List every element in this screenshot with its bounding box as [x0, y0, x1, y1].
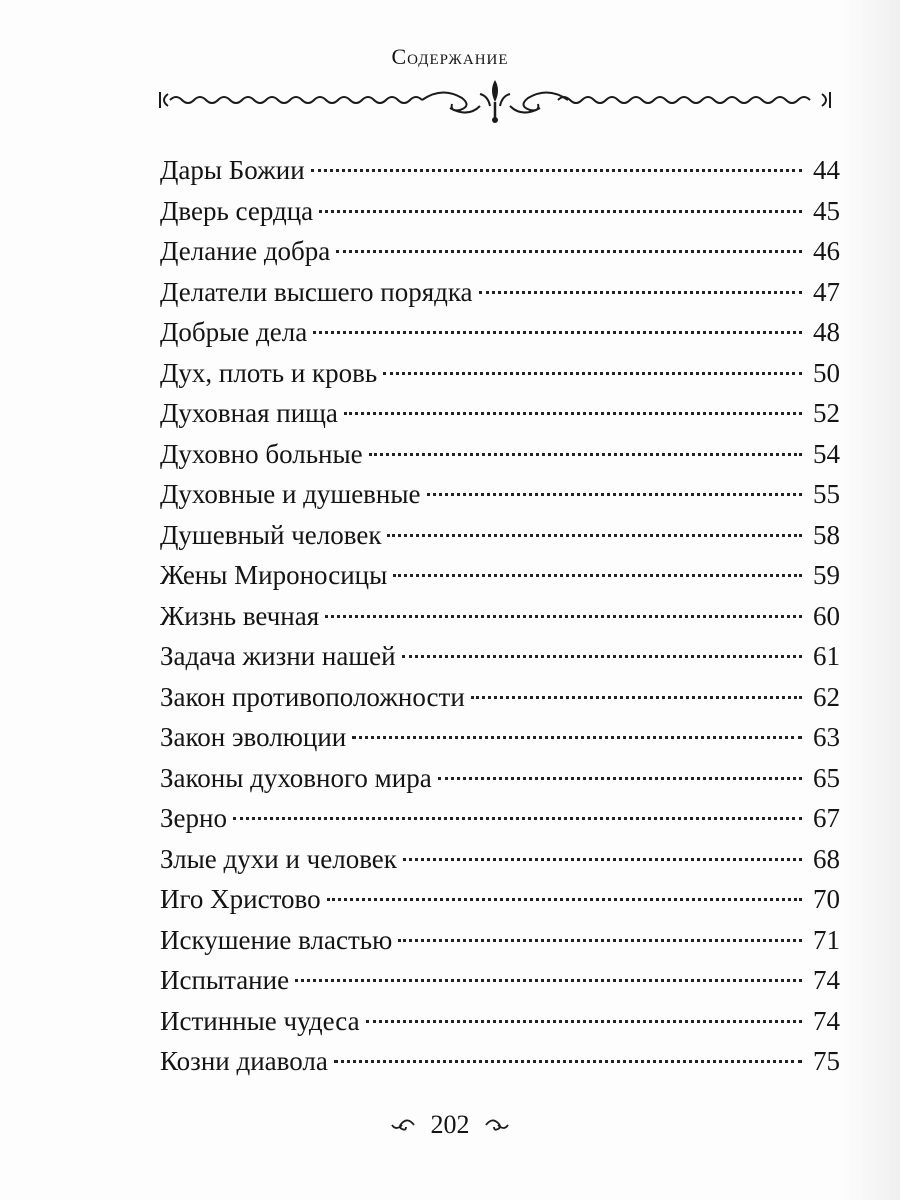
- toc-entry-page: 68: [813, 843, 840, 874]
- toc-entry-page: 67: [813, 803, 840, 833]
- dot-leader: [325, 615, 802, 618]
- dot-leader: [398, 939, 802, 942]
- toc-entry: [160, 1041, 840, 1082]
- toc-entry-page: 48: [813, 317, 840, 347]
- toc-entry: [160, 555, 840, 596]
- toc-entry-page: 60: [813, 600, 840, 631]
- toc-entry-title: Духовные и душевные: [160, 479, 421, 509]
- table-of-contents: [160, 150, 840, 1082]
- toc-entry: [160, 636, 840, 677]
- toc-entry-page: 47: [813, 276, 840, 307]
- dot-leader: [334, 1060, 802, 1063]
- toc-entry: [160, 434, 840, 475]
- toc-entry: [160, 839, 840, 880]
- toc-entry-page: 75: [813, 1046, 840, 1076]
- toc-entry-page: 54: [813, 438, 840, 469]
- dot-leader: [479, 291, 802, 294]
- dot-leader: [402, 655, 802, 658]
- toc-entry: [160, 677, 840, 718]
- toc-entry-title: Задача жизни нашей: [160, 641, 396, 671]
- toc-entry: [160, 312, 840, 353]
- toc-entry-title: Закон противоположности: [160, 681, 465, 712]
- toc-entry-title: Искушение властью: [160, 924, 393, 955]
- toc-entry-title: Добрые дела: [160, 317, 308, 347]
- page-number: 202: [430, 1110, 470, 1140]
- toc-entry-page: 45: [813, 195, 840, 226]
- toc-entry-page: 50: [813, 357, 840, 388]
- toc-entry-page: 71: [813, 924, 840, 955]
- toc-entry-title: Дух, плоть и кровь: [160, 357, 378, 388]
- dot-leader: [233, 817, 802, 820]
- dot-leader: [352, 736, 802, 739]
- toc-entry: [160, 1001, 840, 1042]
- toc-entry-page: 65: [813, 762, 840, 793]
- toc-entry: [160, 879, 840, 920]
- dot-leader: [471, 696, 802, 699]
- left-flourish-icon: [390, 1116, 416, 1134]
- toc-entry: [160, 920, 840, 961]
- toc-entry-page: 46: [813, 236, 840, 266]
- page-footer: [0, 1108, 900, 1140]
- toc-entry: [160, 191, 840, 232]
- dot-leader: [393, 574, 802, 577]
- toc-entry-title: Истинные чудеса: [160, 1005, 360, 1036]
- toc-entry: [160, 960, 840, 1001]
- toc-entry: [160, 353, 840, 394]
- toc-entry-page: 44: [813, 155, 840, 185]
- toc-entry-page: 62: [813, 681, 840, 712]
- toc-entry: [160, 515, 840, 556]
- ornamental-divider-icon: [150, 76, 840, 126]
- dot-leader: [327, 898, 802, 901]
- toc-entry-page: 74: [813, 1005, 840, 1036]
- toc-entry-page: 55: [813, 479, 840, 509]
- toc-entry-title: Душевный человек: [160, 519, 382, 550]
- toc-entry-title: Делатели высшего порядка: [160, 276, 473, 307]
- dot-leader: [427, 493, 803, 496]
- toc-entry-title: Законы духовного мира: [160, 762, 432, 793]
- dot-leader: [403, 858, 802, 861]
- toc-entry: [160, 393, 840, 434]
- toc-entry-title: Делание добра: [160, 236, 331, 266]
- toc-entry-page: 61: [813, 641, 840, 671]
- toc-entry: [160, 596, 840, 637]
- dot-leader: [336, 250, 802, 253]
- dot-leader: [313, 331, 802, 334]
- toc-entry-title: Жизнь вечная: [160, 600, 320, 631]
- right-flourish-icon: [484, 1116, 510, 1134]
- toc-entry-title: Духовно больные: [160, 438, 363, 469]
- toc-entry: [160, 798, 840, 839]
- toc-entry-title: Дары Божии: [160, 155, 305, 185]
- toc-entry-title: Зерно: [160, 803, 227, 833]
- toc-entry-title: Духовная пища: [160, 398, 338, 428]
- dot-leader: [344, 412, 802, 415]
- page-edge-shadow: [840, 0, 900, 1200]
- dot-leader: [311, 169, 802, 172]
- running-head: Содержание: [391, 44, 509, 69]
- toc-entry: [160, 272, 840, 313]
- dot-leader: [387, 534, 802, 537]
- dot-leader: [438, 777, 802, 780]
- dot-leader: [383, 372, 802, 375]
- toc-entry-title: Испытание: [160, 965, 290, 995]
- toc-entry-page: 52: [813, 398, 840, 428]
- toc-entry-page: 74: [813, 965, 840, 995]
- toc-entry-page: 58: [813, 519, 840, 550]
- toc-entry-title: Жены Мироносицы: [160, 560, 388, 590]
- dot-leader: [366, 1020, 802, 1023]
- toc-entry-title: Дверь сердца: [160, 195, 314, 226]
- dot-leader: [295, 979, 802, 982]
- toc-entry-title: Иго Христово: [160, 884, 321, 914]
- toc-entry: [160, 231, 840, 272]
- toc-entry-title: Закон эволюции: [160, 722, 347, 752]
- toc-entry: [160, 150, 840, 191]
- toc-entry: [160, 758, 840, 799]
- toc-entry-title: Козни диавола: [160, 1046, 328, 1076]
- toc-entry: [160, 474, 840, 515]
- dot-leader: [319, 210, 802, 213]
- toc-entry-title: Злые духи и человек: [160, 843, 397, 874]
- dot-leader: [369, 453, 802, 456]
- toc-entry-page: 70: [813, 884, 840, 914]
- toc-entry: [160, 717, 840, 758]
- toc-entry-page: 63: [813, 722, 840, 752]
- toc-entry-page: 59: [813, 560, 840, 590]
